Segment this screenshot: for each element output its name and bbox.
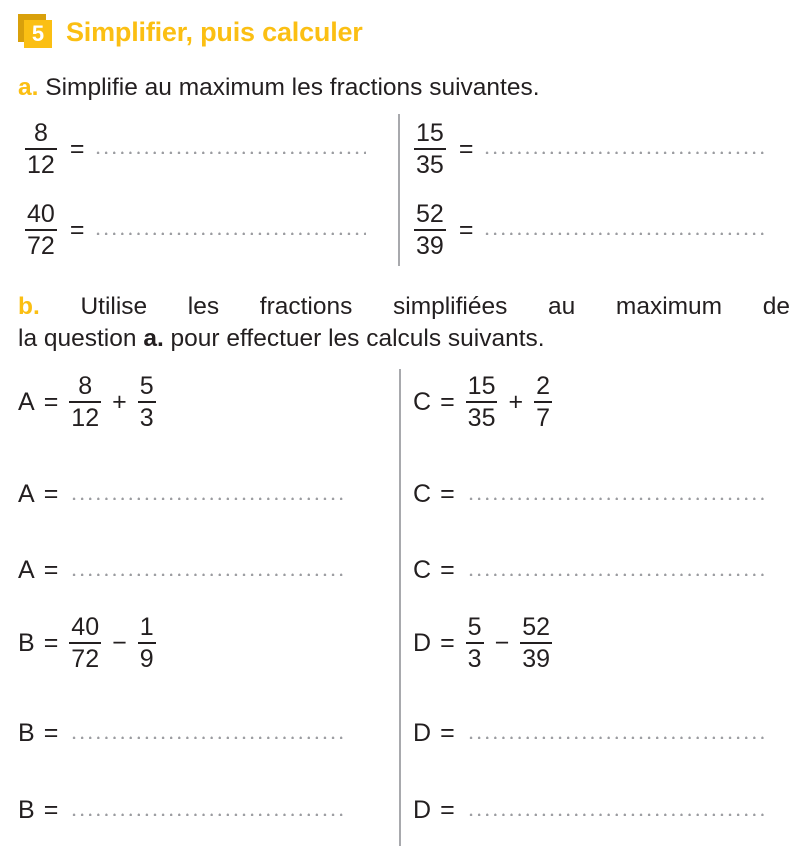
equals-sign: = xyxy=(69,134,85,163)
expression-name-D: D xyxy=(413,719,432,747)
expression-name-A: A xyxy=(18,387,35,416)
fraction-bar xyxy=(466,642,484,644)
equals-sign: = xyxy=(43,628,59,657)
denominator: 72 xyxy=(27,232,55,260)
fraction-bar xyxy=(414,148,446,150)
expression-D xyxy=(413,613,553,673)
fraction-bar xyxy=(466,401,498,403)
equals-sign: = xyxy=(440,480,455,508)
numerator: 40 xyxy=(27,200,55,228)
expression-name-D: D xyxy=(413,628,432,657)
numerator: 52 xyxy=(522,613,550,641)
expression-name-B: B xyxy=(18,719,35,747)
expression-A xyxy=(18,372,157,432)
answer-blank-line[interactable] xyxy=(467,566,767,576)
fraction-bar xyxy=(69,401,101,403)
fraction-15-35 xyxy=(414,119,446,179)
equals-sign: = xyxy=(440,387,455,416)
expression-name-B: B xyxy=(18,628,35,657)
answer-row-C-1 xyxy=(413,480,767,509)
simplify-row-right-1 xyxy=(413,113,766,185)
equals-sign: = xyxy=(458,134,474,163)
question-b-text-line2-end: pour effectuer les calculs suivants. xyxy=(163,325,545,353)
answer-row-A-2 xyxy=(18,556,347,585)
column-divider-question-a xyxy=(398,114,400,266)
badge-front-square xyxy=(24,20,52,48)
answer-row-B-2 xyxy=(18,796,347,825)
numerator: 5 xyxy=(467,613,482,641)
exercise-header xyxy=(18,12,363,52)
numerator: 40 xyxy=(71,613,100,641)
simplify-row-left-2 xyxy=(24,194,366,266)
equals-sign: = xyxy=(440,628,455,657)
fraction-52-39 xyxy=(414,200,446,260)
equals-sign: = xyxy=(43,556,59,584)
numerator: 52 xyxy=(416,200,444,228)
fraction-operand-1 xyxy=(69,613,101,673)
numerator: 15 xyxy=(467,372,496,400)
answer-row-C-2 xyxy=(413,556,767,585)
question-b-label: b. xyxy=(18,293,40,320)
exercise-number: 5 xyxy=(31,21,45,46)
answer-row-D-2 xyxy=(413,796,767,825)
expression-name-B: B xyxy=(18,796,35,824)
fraction-bar xyxy=(25,148,57,150)
numerator: 8 xyxy=(78,372,93,400)
exercise-number-badge xyxy=(18,14,58,50)
question-b-text-line2-start: la question xyxy=(18,325,144,353)
fraction-operand-2 xyxy=(138,372,156,432)
fraction-operand-2 xyxy=(520,613,552,673)
equals-sign: = xyxy=(458,215,474,244)
question-b-reference-a: a. xyxy=(143,325,164,353)
question-b-prompt xyxy=(18,291,790,356)
answer-row-D-1 xyxy=(413,719,767,748)
answer-blank-line[interactable] xyxy=(467,490,767,500)
fraction-bar xyxy=(520,642,552,644)
expression-name-D: D xyxy=(413,796,432,824)
exercise-title: Simplifier, puis calculer xyxy=(66,16,363,47)
fraction-bar xyxy=(69,642,101,644)
expression-name-C: C xyxy=(413,387,432,416)
answer-blank-line[interactable] xyxy=(94,144,366,154)
equals-sign: = xyxy=(43,796,59,824)
fraction-bar xyxy=(534,401,552,403)
answer-blank-line[interactable] xyxy=(94,225,366,235)
fraction-bar xyxy=(138,642,156,644)
equals-sign: = xyxy=(43,480,59,508)
denominator: 39 xyxy=(416,232,444,260)
fraction-operand-2 xyxy=(138,613,156,673)
numerator: 2 xyxy=(536,372,550,400)
answer-row-B-1 xyxy=(18,719,347,748)
question-a-label: a. xyxy=(18,74,39,101)
answer-blank-line[interactable] xyxy=(70,729,347,739)
denominator: 3 xyxy=(467,645,482,673)
equals-sign: = xyxy=(43,719,59,747)
denominator: 35 xyxy=(416,151,444,179)
numerator: 8 xyxy=(33,119,48,147)
fraction-bar xyxy=(414,229,446,231)
numerator: 15 xyxy=(416,119,444,147)
simplify-row-left-1 xyxy=(24,113,366,185)
equals-sign: = xyxy=(43,387,59,416)
equals-sign: = xyxy=(440,719,455,747)
answer-blank-line[interactable] xyxy=(70,806,347,816)
answer-row-A-1 xyxy=(18,480,347,509)
operator-sign: − xyxy=(494,628,510,657)
question-b-text-line1: Utilise les fractions simplifiées au maximum de xyxy=(80,293,790,320)
operator-sign: + xyxy=(508,387,524,416)
fraction-40-72 xyxy=(25,200,57,260)
expression-name-A: A xyxy=(18,480,35,508)
question-a-text: Simplifie au maximum les fractions suivantes. xyxy=(45,74,540,101)
answer-blank-line[interactable] xyxy=(70,490,347,500)
expression-B xyxy=(18,613,157,673)
denominator: 3 xyxy=(139,404,154,432)
fraction-bar xyxy=(138,401,156,403)
fraction-8-12 xyxy=(25,119,57,179)
fraction-operand-2 xyxy=(534,372,552,432)
answer-blank-line[interactable] xyxy=(483,144,766,154)
fraction-operand-1 xyxy=(466,613,484,673)
expression-name-A: A xyxy=(18,556,35,584)
denominator: 9 xyxy=(139,645,154,673)
equals-sign: = xyxy=(440,796,455,824)
answer-blank-line[interactable] xyxy=(483,225,766,235)
fraction-operand-1 xyxy=(69,372,101,432)
simplify-row-right-2 xyxy=(413,194,766,266)
answer-blank-line[interactable] xyxy=(467,729,767,739)
column-divider-question-b xyxy=(399,369,401,846)
fraction-operand-1 xyxy=(466,372,498,432)
denominator: 12 xyxy=(71,404,100,432)
denominator: 7 xyxy=(536,404,550,432)
question-a-prompt xyxy=(18,72,788,104)
answer-blank-line[interactable] xyxy=(467,806,767,816)
operator-sign: − xyxy=(112,628,127,657)
denominator: 12 xyxy=(27,151,55,179)
fraction-bar xyxy=(25,229,57,231)
numerator: 1 xyxy=(139,613,154,641)
numerator: 5 xyxy=(139,372,154,400)
operator-sign: + xyxy=(112,387,127,416)
expression-C xyxy=(413,372,553,432)
equals-sign: = xyxy=(440,556,455,584)
expression-name-C: C xyxy=(413,556,432,584)
denominator: 39 xyxy=(522,645,550,673)
answer-blank-line[interactable] xyxy=(70,566,347,576)
denominator: 35 xyxy=(467,404,496,432)
expression-name-C: C xyxy=(413,480,432,508)
equals-sign: = xyxy=(69,215,85,244)
denominator: 72 xyxy=(71,645,100,673)
